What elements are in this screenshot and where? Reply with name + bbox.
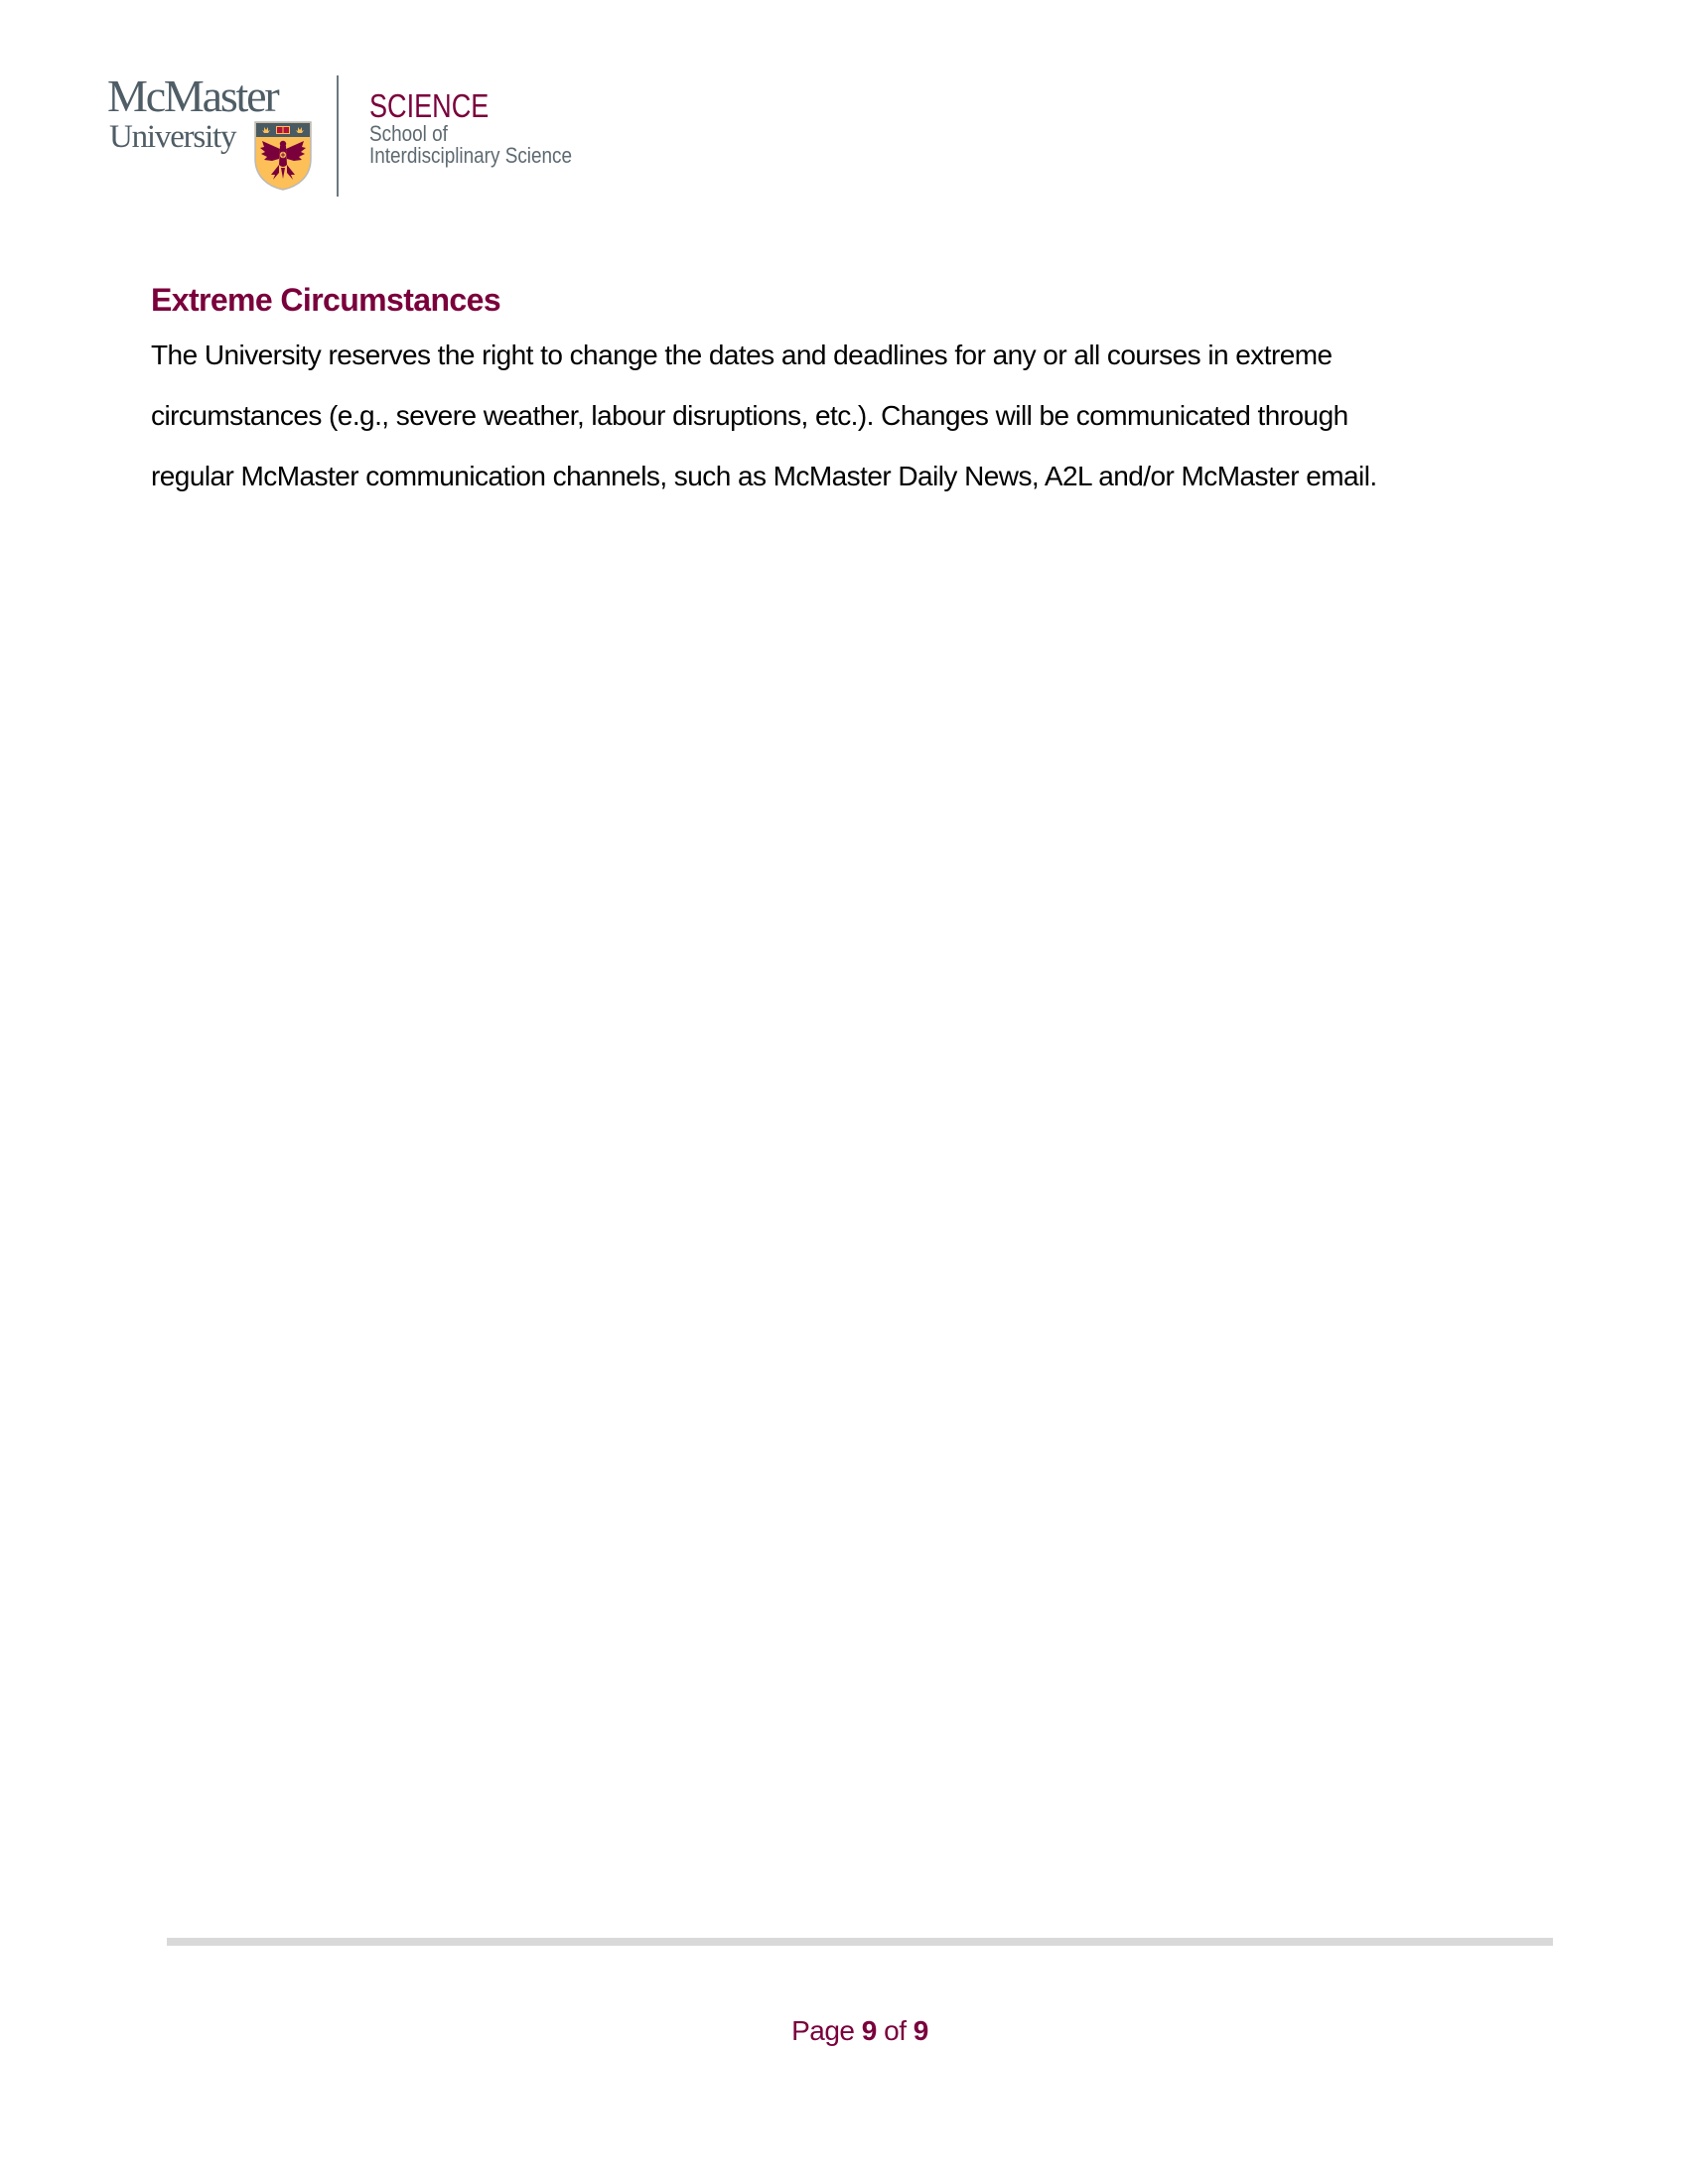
- logo-school-line-1: School of: [369, 121, 448, 146]
- logo-divider: [337, 75, 339, 197]
- section-body-paragraph: [151, 336, 1377, 517]
- page-label: Page: [791, 2015, 855, 2046]
- body-line: circumstances (e.g., severe weather, labour disruptions, etc.). Changes will be communicated through: [151, 400, 1348, 431]
- logo-wordmark-university: University: [109, 119, 236, 155]
- logo-faculty-science: SCIENCE: [369, 87, 490, 124]
- extreme-circumstances-section: [151, 280, 1561, 491]
- footer-divider: [167, 1938, 1553, 1946]
- page-of-label: of: [884, 2015, 907, 2046]
- body-line: The University reserves the right to change the dates and deadlines for any or all courses in extreme: [151, 340, 1333, 370]
- current-page-number: 9: [861, 2015, 877, 2046]
- section-heading: Extreme Circumstances: [151, 282, 501, 318]
- logo-school-line-2: Interdisciplinary Science: [369, 143, 573, 168]
- page-number: [0, 2011, 1688, 2051]
- total-pages-number: 9: [913, 2015, 928, 2046]
- body-line: regular McMaster communication channels, such as McMaster Daily News, A2L and/or McMaster email.: [151, 461, 1377, 491]
- logo-wordmark-mcmaster: McMaster: [107, 70, 278, 121]
- mcmaster-crest-icon: [254, 121, 312, 191]
- mcmaster-science-logo: [107, 70, 624, 199]
